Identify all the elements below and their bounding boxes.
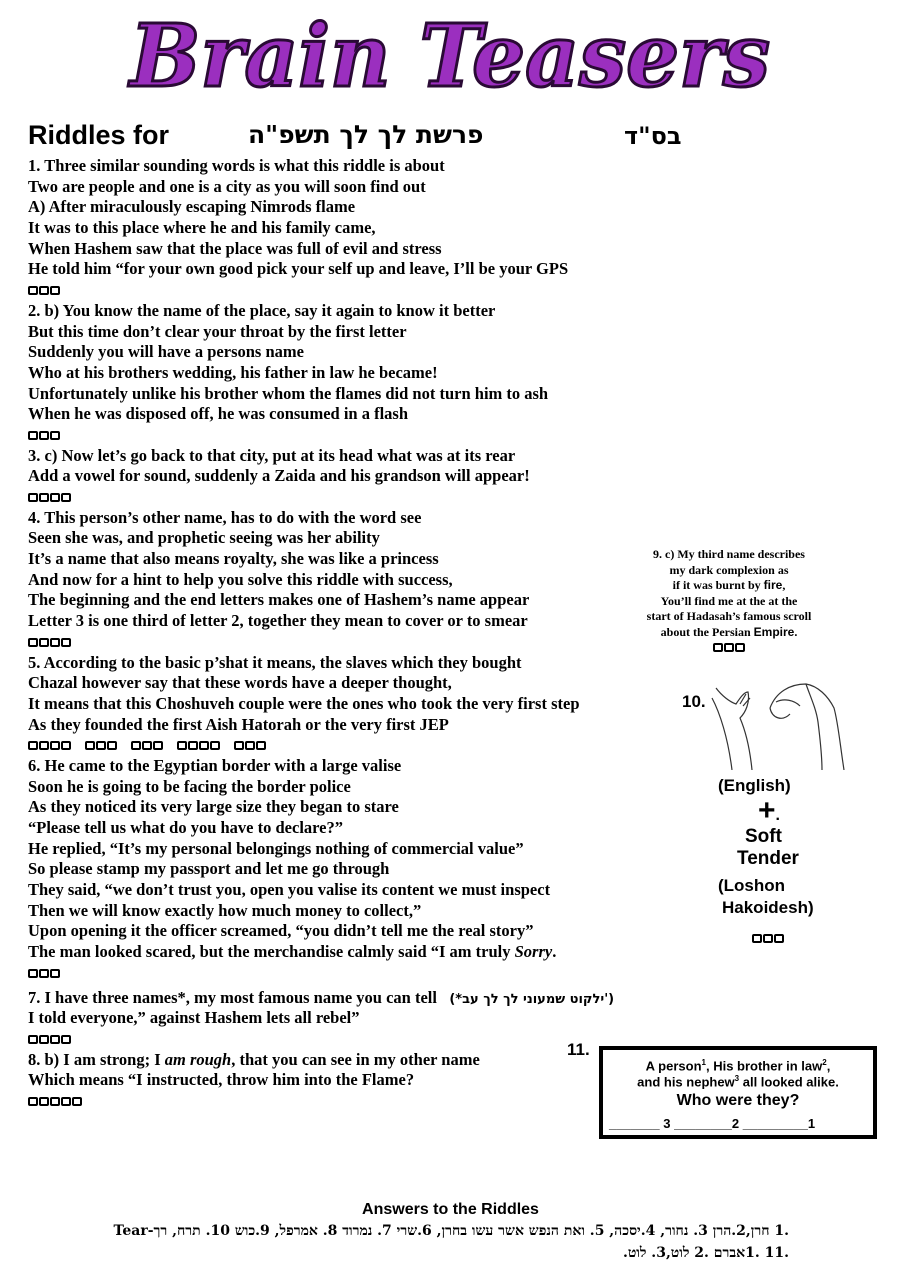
riddle-9-keyword: fire <box>763 578 783 593</box>
riddle-line: Add a vowel for sound, suddenly a Zaida and his grandson will appear! <box>28 466 530 486</box>
answers-line: .1 חרן,2.הרן 3. נחור, 4.יסכה, 5. ואת הנפש אשר עשו בחרן, 6.שרי 7. נמרוד 8. אמרפל, 9.כוש 10. תרח, רך-Tear <box>113 1223 789 1239</box>
riddle-line: “Please tell us what do you have to declare?” <box>28 818 344 837</box>
riddle-text <box>28 156 678 1112</box>
riddle-line: A) After miraculously escaping Nimrods flame <box>28 197 356 217</box>
riddle-line: As they founded the first Aish Hatorah or the very first JEP <box>28 714 449 734</box>
riddle-11-text: all looked alike. <box>739 1074 839 1090</box>
riddle-line: I told everyone,” against Hashem lets all rebel” <box>28 1008 360 1028</box>
riddle-line-text: , that you can see in my other name <box>231 1049 480 1069</box>
riddle-line: Upon opening it the officer screamed, “you didn’t tell me the real story” <box>28 921 534 941</box>
hands-illustration <box>710 678 850 770</box>
riddle-11-number: 11. <box>567 1040 590 1059</box>
riddle-line: Chazal however say that these words have a deeper thought, <box>28 673 452 693</box>
riddle-10-loshon: (Loshon <box>718 876 786 895</box>
riddle-10-soft: Soft <box>745 826 782 847</box>
riddle-line-text: 7. I have three names*, my most famous name you can tell <box>28 987 437 1007</box>
riddle-line: Soon he is going to be facing the border police <box>28 776 351 796</box>
riddle-line: He told him “for your own good pick your self up and leave, I’ll be your GPS <box>28 259 569 279</box>
riddle-line: Seen she was, and prophetic seeing was her ability <box>28 528 380 548</box>
riddle-11-box <box>599 1046 877 1139</box>
superscript: 1 <box>701 1058 706 1067</box>
riddle-9-line: about the Persian <box>660 624 754 639</box>
riddle-line: As they noticed its very large size they began to stare <box>28 797 399 817</box>
riddle-line: When Hashem saw that the place was full of evil and stress <box>28 238 442 258</box>
riddle-10-hakoidesh: Hakoidesh) <box>722 898 814 917</box>
riddle-line-text: The man looked scared, but the merchandise calmly said “I am truly <box>28 942 511 962</box>
answer-boxes <box>28 487 678 508</box>
plus-dot: . <box>775 807 780 824</box>
riddle-line: Then we will know exactly how much money to collect,” <box>28 900 422 920</box>
riddle-9-punct: . <box>794 624 798 639</box>
riddle-line: It was to this place where he and his family came, <box>28 218 376 238</box>
riddle-10-number: 10. <box>682 692 706 711</box>
riddle-line: The beginning and the end letters makes one of Hashem’s name appear <box>28 590 530 610</box>
riddle-line: 1. Three similar sounding words is what this riddle is about <box>28 156 445 175</box>
riddle-line: When he was disposed off, he was consumed in a flash <box>28 404 409 424</box>
riddle-11-blanks: _______ 3 ________2 _________1 <box>609 1116 816 1131</box>
heading-english: Riddles for <box>28 120 170 150</box>
heading-bsd: בס"ד <box>624 122 682 150</box>
riddle-line: Who at his brothers wedding, his father in law he became! <box>28 362 438 382</box>
answer-boxes <box>28 735 678 756</box>
title-banner <box>120 0 780 112</box>
riddle-9-punct: , <box>782 578 786 593</box>
riddle-11-line <box>603 1074 873 1089</box>
riddle-line: Suddenly you will have a persons name <box>28 342 304 362</box>
plus-sign: + <box>758 794 776 827</box>
riddle-line: But this time don’t clear your throat by the first letter <box>28 321 407 341</box>
riddles-heading <box>28 120 868 154</box>
riddle-10-tender: Tender <box>737 848 799 869</box>
riddle-line <box>28 988 678 1009</box>
superscript: 2 <box>822 1058 827 1067</box>
answers-line: .11 .1אברם .2 לוט,3. לוט. <box>622 1245 789 1261</box>
riddle-11-text: and his nephew <box>637 1074 735 1090</box>
answer-boxes <box>618 641 840 655</box>
riddle-9-keyword: Empire <box>753 624 795 639</box>
answer-boxes <box>28 1091 678 1112</box>
riddle-line-italic: am rough <box>164 1049 232 1069</box>
answer-boxes <box>752 928 784 949</box>
riddle-9-line: start of Hadasah’s famous scroll <box>646 609 812 624</box>
riddle-line: Two are people and one is a city as you will soon find out <box>28 176 426 196</box>
riddle-9-note <box>618 547 840 655</box>
riddle-9-line: if it was burnt by <box>672 578 764 593</box>
riddle-11-text: , <box>826 1058 831 1074</box>
riddle-11-text: A person <box>645 1058 702 1074</box>
riddle-line: The man looked scared, but the merchandise calmly said “I am truly Sorry. <box>28 942 557 962</box>
riddle-line: 5. According to the basic p’shat it means, the slaves which they bought <box>28 652 522 672</box>
riddle-9-line: c) My third name describes <box>662 547 805 561</box>
riddle-9-line: You’ll find me at the at the <box>660 593 798 608</box>
hebrew-citation: (*ילקוט שמעוני לך לך עב') <box>449 991 615 1007</box>
riddle-line-text: 8. b) I am strong; I <box>28 1049 161 1069</box>
riddle-10-english: (English) <box>718 776 791 795</box>
riddle-line: He replied, “It’s my personal belongings nothing of commercial value” <box>28 838 524 858</box>
riddle-line: It’s a name that also means royalty, she was like a princess <box>28 549 439 569</box>
riddle-line: 4. This person’s other name, has to do with the word see <box>28 507 422 527</box>
riddle-line: They said, “we don’t trust you, open you valise its content we must inspect <box>28 880 551 900</box>
riddle-11-text: , His brother in law <box>705 1058 823 1074</box>
riddle-line: Unfortunately unlike his brother whom the flames did not turn him to ash <box>28 383 549 403</box>
riddle-line-italic: Sorry <box>514 942 553 962</box>
riddle-line: So please stamp my passport and let me go through <box>28 859 390 879</box>
riddle-9-number: 9. <box>653 547 662 561</box>
heading-parsha: פרשת לך לך תשפ"ה <box>248 120 484 149</box>
answers-heading: Answers to the Riddles <box>362 1201 539 1218</box>
superscript: 3 <box>734 1074 740 1083</box>
riddle-line: And now for a hint to help you solve this riddle with success, <box>28 569 453 589</box>
riddle-line: 2. b) You know the name of the place, say it again to know it better <box>28 300 496 320</box>
riddle-line: It means that this Choshuveh couple were the ones who took the very first step <box>28 693 580 713</box>
riddle-line: Which means “I instructed, throw him into the Flame? <box>28 1070 415 1090</box>
riddle-line: Letter 3 is one third of letter 2, together they mean to cover or to smear <box>28 611 528 631</box>
page-title: Brain Teasers <box>127 6 770 107</box>
answer-boxes <box>28 425 678 446</box>
riddle-9-line: my dark complexion as <box>669 562 789 577</box>
answer-boxes <box>28 632 678 653</box>
riddle-11-line <box>603 1058 873 1073</box>
answer-boxes <box>28 280 678 301</box>
answer-boxes <box>28 963 678 984</box>
riddle-line: 6. He came to the Egyptian border with a large valise <box>28 755 402 775</box>
riddle-11-question: Who were they? <box>676 1092 800 1109</box>
riddle-line: 3. c) Now let’s go back to that city, put at its head what was at its rear <box>28 445 516 465</box>
